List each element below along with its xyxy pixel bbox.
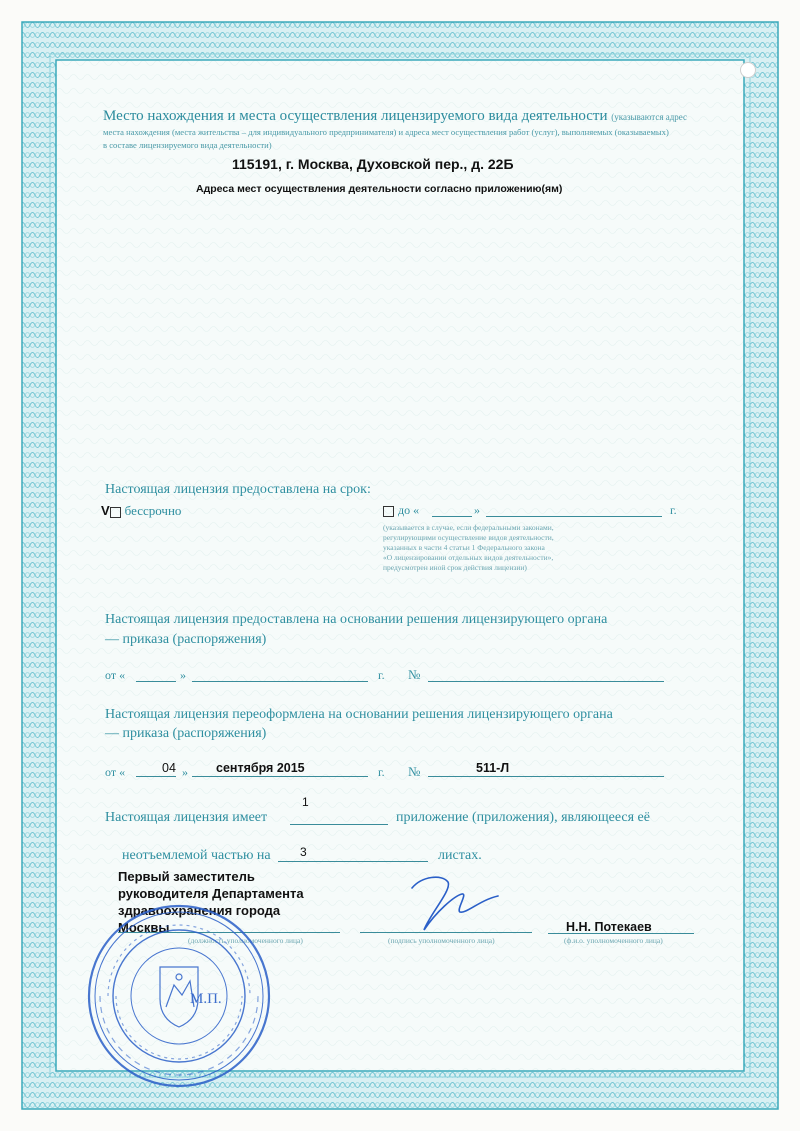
until-checkbox[interactable]	[383, 506, 394, 517]
official-seal	[86, 903, 272, 1089]
reissue-basis-line1: Настоящая лицензия переоформлена на основании решения лицензирующего органа	[105, 707, 613, 722]
grant-quote: »	[180, 668, 186, 682]
location-note-line2: места нахождения (места жительства – для индивидуального предпринимателя) и адреса мест осуществления работ (услуг), выполняемых (оказываемых)	[103, 127, 669, 137]
grant-number-line	[428, 681, 664, 682]
until-quote: »	[474, 503, 480, 517]
signature-caption: (подпись уполномоченного лица)	[388, 936, 495, 945]
grant-date-line	[192, 681, 368, 682]
grant-year-label: г.	[378, 668, 385, 682]
until-date-line	[486, 516, 662, 517]
grant-basis-line1: Настоящая лицензия предоставлена на основании решения лицензирующего органа	[105, 612, 608, 627]
reissue-year-label: г.	[378, 765, 385, 779]
appendix-prefix: Настоящая лицензия имеет	[105, 810, 268, 825]
until-day-line	[432, 516, 472, 517]
grant-from-label: от «	[105, 668, 126, 682]
reissue-number-value: 511-Л	[476, 761, 510, 775]
grant-day-line	[136, 681, 176, 682]
grant-basis-line2: — приказа (распоряжения)	[105, 632, 267, 647]
appendix-count-line	[290, 824, 388, 825]
reissue-day-value: 04	[162, 761, 176, 775]
appendix-line2-prefix: неотъемлемой частью на	[122, 848, 271, 863]
appendix-count-value: 1	[302, 795, 309, 809]
name-line	[548, 933, 694, 934]
reissue-date-line	[192, 776, 368, 777]
term-until-option: до «	[383, 503, 419, 518]
unlimited-label: бессрочно	[124, 503, 182, 518]
reissue-number-sign: №	[408, 764, 421, 779]
reissue-date-value: сентября 2015	[216, 761, 305, 775]
grant-number-sign: №	[408, 667, 421, 682]
reissue-number-line	[428, 776, 664, 777]
appendix-line2-suffix: листах.	[438, 848, 482, 863]
until-note: (указывается в случае, если федеральными законами, регулирующими осуществление видов деятельности, указанных в части 4 статьи 1 Федерального закона «О лицензировании отдельных видов деятельности», предусмотрен иной срок действия лицензии)	[383, 523, 554, 572]
location-heading: Место нахождения и места осуществления лицензируемого вида деятельности (указываются адрес	[103, 108, 688, 124]
appendix-sheets-line	[278, 861, 428, 862]
unlimited-checkbox[interactable]	[110, 507, 121, 518]
name-caption: (ф.и.о. уполномоченного лица)	[564, 936, 663, 945]
position-caption: (должность уполномоченного лица)	[188, 936, 303, 945]
signer-position: Первый заместитель руководителя Департамента здравоохранения города Москвы	[118, 869, 304, 935]
term-unlimited-option	[101, 503, 181, 519]
until-year-label: г.	[670, 503, 677, 517]
handwritten-signature	[402, 866, 502, 936]
punch-hole	[740, 62, 756, 78]
reissue-day-line	[136, 776, 176, 777]
address-appendix-note: Адреса мест осуществления деятельности согласно приложению(ям)	[196, 183, 563, 195]
reissue-basis-line2: — приказа (распоряжения)	[105, 726, 267, 741]
appendix-sheets-value: 3	[300, 845, 307, 859]
check-mark: V	[101, 503, 110, 518]
reissue-quote: »	[182, 765, 188, 779]
location-note-line3: в составе лицензируемого вида деятельности)	[103, 140, 272, 150]
signer-name: Н.Н. Потекаев	[566, 920, 652, 934]
reissue-from-label: от «	[105, 765, 126, 779]
term-heading: Настоящая лицензия предоставлена на срок:	[105, 482, 371, 497]
seal-center-text: М.П.	[190, 991, 222, 1007]
signature-line	[360, 932, 532, 933]
appendix-suffix: приложение (приложения), являющееся её	[396, 810, 650, 825]
address-value: 115191, г. Москва, Духовской пер., д. 22Б	[232, 156, 514, 172]
